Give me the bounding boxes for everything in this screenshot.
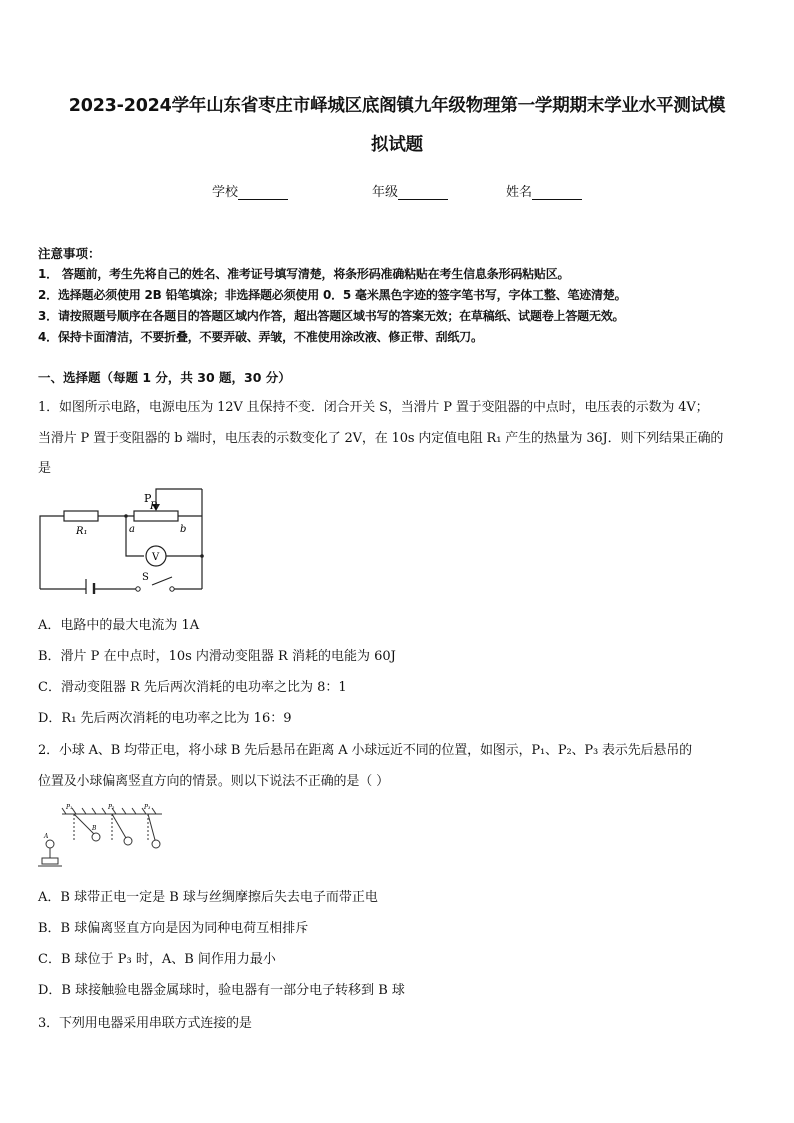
section-heading: 一、选择题（每题 1 分，共 30 题，30 分） bbox=[38, 370, 291, 385]
question-1-option-c[interactable]: C．滑动变阻器 R 先后两次消耗的电功率之比为 8：1 bbox=[38, 680, 347, 695]
question-1-text: 当滑片 P 置于变阻器的 b 端时，电压表的示数变化了 2V，在 10s 内定值电阻 R₁ 产生的热量为 36J．则下列结果正确的 bbox=[38, 431, 724, 446]
label-b: b bbox=[180, 524, 187, 535]
notice-item: 4．保持卡面清洁，不要折叠，不要弄破、弄皱，不准使用涂改液、修正带、刮纸刀。 bbox=[38, 330, 483, 344]
question-2-option-a[interactable]: A．B 球带正电一定是 B 球与丝绸摩擦后失去电子而带正电 bbox=[38, 890, 378, 905]
page-title: 2023-2024学年山东省枣庄市峄城区底阁镇九年级物理第一学期期末学业水平测试模 bbox=[68, 96, 726, 116]
question-2-option-b[interactable]: B．B 球偏离竖直方向是因为同种电荷互相排斥 bbox=[38, 921, 309, 936]
page-title-continued: 拟试题 bbox=[371, 135, 423, 155]
name-blank[interactable] bbox=[532, 186, 582, 200]
question-1-text: 是 bbox=[38, 461, 51, 476]
name-label: 姓名 bbox=[506, 185, 533, 200]
notice-item: 3．请按照题号顺序在各题目的答题区域内作答，超出答题区域书写的答案无效；在草稿纸、试题卷上答题无效。 bbox=[38, 309, 625, 323]
question-1-text: 1．如图所示电路，电源电压为 12V 且保持不变．闭合开关 S，当滑片 P 置于变阻器的中点时，电压表的示数为 4V； bbox=[38, 400, 709, 415]
question-3-text: 3．下列用电器采用串联方式连接的是 bbox=[38, 1016, 252, 1031]
label-s: S bbox=[142, 572, 149, 583]
question-2-text: 位置及小球偏离竖直方向的情景。则以下说法不正确的是（ ） bbox=[38, 774, 389, 789]
label-r: R bbox=[150, 501, 158, 512]
question-1-option-a[interactable]: A．电路中的最大电流为 1A bbox=[38, 618, 200, 633]
grade-field[interactable] bbox=[372, 181, 448, 200]
notice-item: 2．选择题必须使用 2B 铅笔填涂；非选择题必须使用 0．5 毫米黑色字迹的签字笔书写，字体工整、笔迹清楚。 bbox=[38, 288, 627, 302]
circuit-diagram bbox=[36, 484, 216, 594]
label-p2: P₂ bbox=[108, 804, 115, 811]
label-p3: P₃ bbox=[144, 804, 151, 811]
label-a: A bbox=[44, 833, 49, 840]
name-field[interactable] bbox=[506, 181, 582, 200]
notice-item: 1． 答题前，考生先将自己的姓名、准考证号填写清楚，将条形码准确粘贴在考生信息条形码粘贴区。 bbox=[38, 267, 570, 281]
question-2-option-c[interactable]: C．B 球位于 P₃ 时，A、B 间作用力最小 bbox=[38, 952, 276, 967]
grade-label: 年级 bbox=[372, 185, 399, 200]
charge-diagram bbox=[36, 800, 166, 872]
label-r1: R₁ bbox=[76, 526, 88, 537]
school-field[interactable] bbox=[212, 181, 288, 200]
question-2-text: 2．小球 A、B 均带正电，将小球 B 先后悬吊在距离 A 小球远近不同的位置，如图示，P₁、P₂、P₃ 表示先后悬吊的 bbox=[38, 743, 692, 758]
label-a: a bbox=[129, 524, 135, 535]
label-p1: P₁ bbox=[66, 804, 73, 811]
question-2-option-d[interactable]: D．B 球接触验电器金属球时，验电器有一部分电子转移到 B 球 bbox=[38, 983, 405, 998]
question-1-option-b[interactable]: B．滑片 P 在中点时，10s 内滑动变阻器 R 消耗的电能为 60J bbox=[38, 649, 396, 664]
label-b: B bbox=[92, 825, 97, 832]
school-label: 学校 bbox=[212, 185, 239, 200]
school-blank[interactable] bbox=[238, 186, 288, 200]
question-1-option-d[interactable]: D．R₁ 先后两次消耗的电功率之比为 16：9 bbox=[38, 711, 292, 726]
label-v: V bbox=[152, 552, 160, 563]
label-p: P bbox=[144, 492, 152, 505]
grade-blank[interactable] bbox=[398, 186, 448, 200]
notice-heading: 注意事项： bbox=[38, 246, 101, 261]
